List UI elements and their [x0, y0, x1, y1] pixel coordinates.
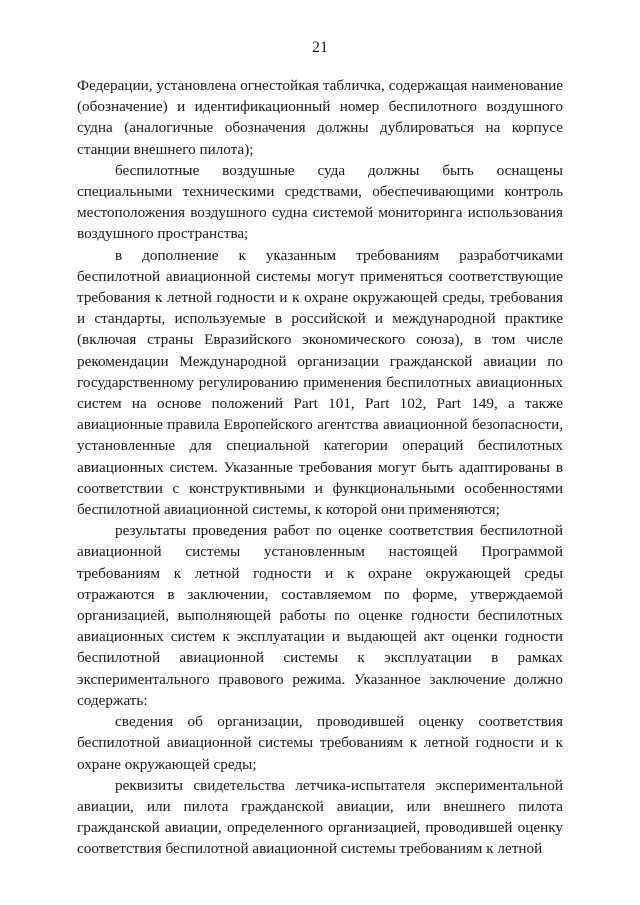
paragraph-4: результаты проведения работ по оценке соответствия беспилотной авиационной системы установленным настоящей Программой требованиям к летной годности и к охране окружающей среды отражаются в заключении, составляемом по форме, утверждаемой организацией, выполняющей работы по оценке годности беспилотных авиационных систем к эксплуатации и выдающей акт оценки годности беспилотной авиационной системы к эксплуатации в рамках экспериментального правового режима. Указанное заключение должно содержать: [77, 522, 563, 709]
paragraph-5: сведения об организации, проводившей оценку соответствия беспилотной авиационной системы требованиям к летной годности и к охране окружающей среды; [77, 713, 563, 773]
page-number: 21 [312, 39, 328, 56]
paragraph-6: реквизиты свидетельства летчика-испытателя экспериментальной авиации, или пилота гражданской авиации, или внешнего пилота гражданской авиации, определенного организацией, проводившей оценку соответствия беспилотной авиационной системы требованиям к летной [77, 776, 563, 858]
body-text [77, 75, 563, 860]
paragraph-3: в дополнение к указанным требованиям разработчиками беспилотной авиационной системы могут применяться соответствующие требования к летной годности и к охране окружающей среды, требования и стандарты, используемые в российской и международной практике (включая страны Евразийского экономического союза), в том числе рекомендации Международной организации гражданской авиации по государственному регулированию применения беспилотных авиационных систем на основе положений Part 101, Part 102, Part 149, а также авиационные правила Европейского агентства авиационной безопасности, установленные для специальной категории операций беспилотных авиационных систем. Указанные требования могут быть адаптированы в соответствии с конструктивными и функциональными особенностями беспилотной авиационной системы, к которой они применяются; [77, 246, 563, 519]
paragraph-1: Федерации, установлена огнестойкая табличка, содержащая наименование (обозначение) и идентификационный номер беспилотного воздушного судна (аналогичные обозначения должны дублироваться на корпусе станции внешнего пилота); [77, 77, 563, 158]
paragraph-2: беспилотные воздушные суда должны быть оснащены специальными техническими средствами, обеспечивающими контроль местоположения воздушного судна системой мониторинга использования воздушного пространства; [77, 161, 563, 243]
